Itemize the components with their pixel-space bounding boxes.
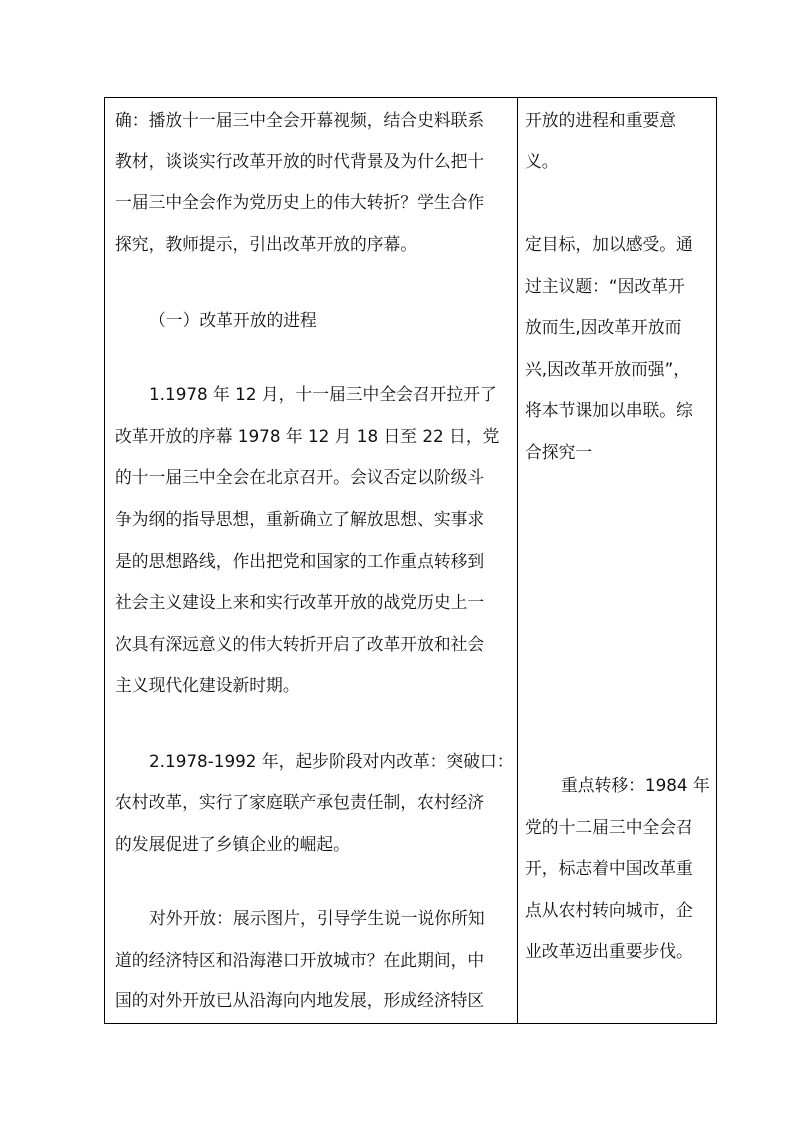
right-line-10: 党的十二届三中全会召 — [525, 817, 693, 837]
right-line-4: 过主议题：“因改革开 — [525, 276, 685, 296]
right-line-1: 开放的进程和重要意 — [525, 110, 677, 130]
left-line-17: 对外开放：展示图片，引导学生说一说你所知 — [149, 908, 485, 928]
left-line-11: 社会主义建设上来和实行改革开放的战党历史上一 — [115, 592, 485, 612]
left-line-16: 的发展促进了乡镇企业的崛起。 — [115, 834, 350, 854]
right-line-7: 将本节课加以串联。综 — [525, 400, 693, 420]
right-line-11: 开，标志着中国改革重 — [525, 858, 693, 878]
left-line-2: 教材，谈谈实行改革开放的时代背景及为什么把十 — [115, 151, 485, 171]
left-line-7: 改革开放的序幕 1978 年 12 月 18 日至 22 日，党 — [115, 426, 500, 446]
right-line-12: 点从农村转向城市，企 — [525, 900, 693, 920]
lesson-plan-table — [104, 97, 717, 1024]
left-line-9: 争为纲的指导思想，重新确立了解放思想、实事求 — [115, 509, 485, 529]
right-line-5: 放而生,因改革开放而 — [525, 317, 682, 337]
right-line-6: 兴,因改革开放而强”， — [525, 359, 691, 379]
left-line-14: 2.1978-1992 年，起步阶段对内改革：突破口： — [149, 751, 514, 771]
left-line-15: 农村改革，实行了家庭联产承包责任制，农村经济 — [115, 792, 485, 812]
left-line-6: 1.1978 年 12 月，十一届三中全会召开拉开了 — [149, 384, 497, 404]
left-line-12: 次具有深远意义的伟大转折开启了改革开放和社会 — [115, 634, 485, 654]
right-line-2: 义。 — [525, 151, 559, 171]
left-line-8: 的十一届三中全会在北京召开。会议否定以阶级斗 — [115, 467, 485, 487]
right-line-3: 定目标，加以感受。通 — [525, 234, 693, 254]
left-line-19: 国的对外开放已从沿海向内地发展，形成经济特区 — [115, 990, 485, 1010]
left-line-3: 一届三中全会作为党历史上的伟大转折？学生合作 — [115, 192, 485, 212]
right-line-13: 业改革迈出重要步伐。 — [525, 941, 693, 961]
right-line-8: 合探究一 — [525, 442, 593, 462]
left-line-10: 是的思想路线，作出把党和国家的工作重点转移到 — [115, 551, 485, 571]
left-line-18: 道的经济特区和沿海港口开放城市？在此期间，中 — [115, 950, 485, 970]
section-heading: （一）改革开放的进程 — [149, 310, 317, 330]
left-line-13: 主义现代化建设新时期。 — [115, 675, 300, 695]
left-line-4: 探究，教师提示，引出改革开放的序幕。 — [115, 234, 418, 254]
left-line-1: 确：播放十一届三中全会开幕视频，结合史料联系 — [115, 110, 485, 130]
column-divider — [517, 98, 518, 1023]
right-line-9: 重点转移：1984 年 — [561, 775, 710, 795]
